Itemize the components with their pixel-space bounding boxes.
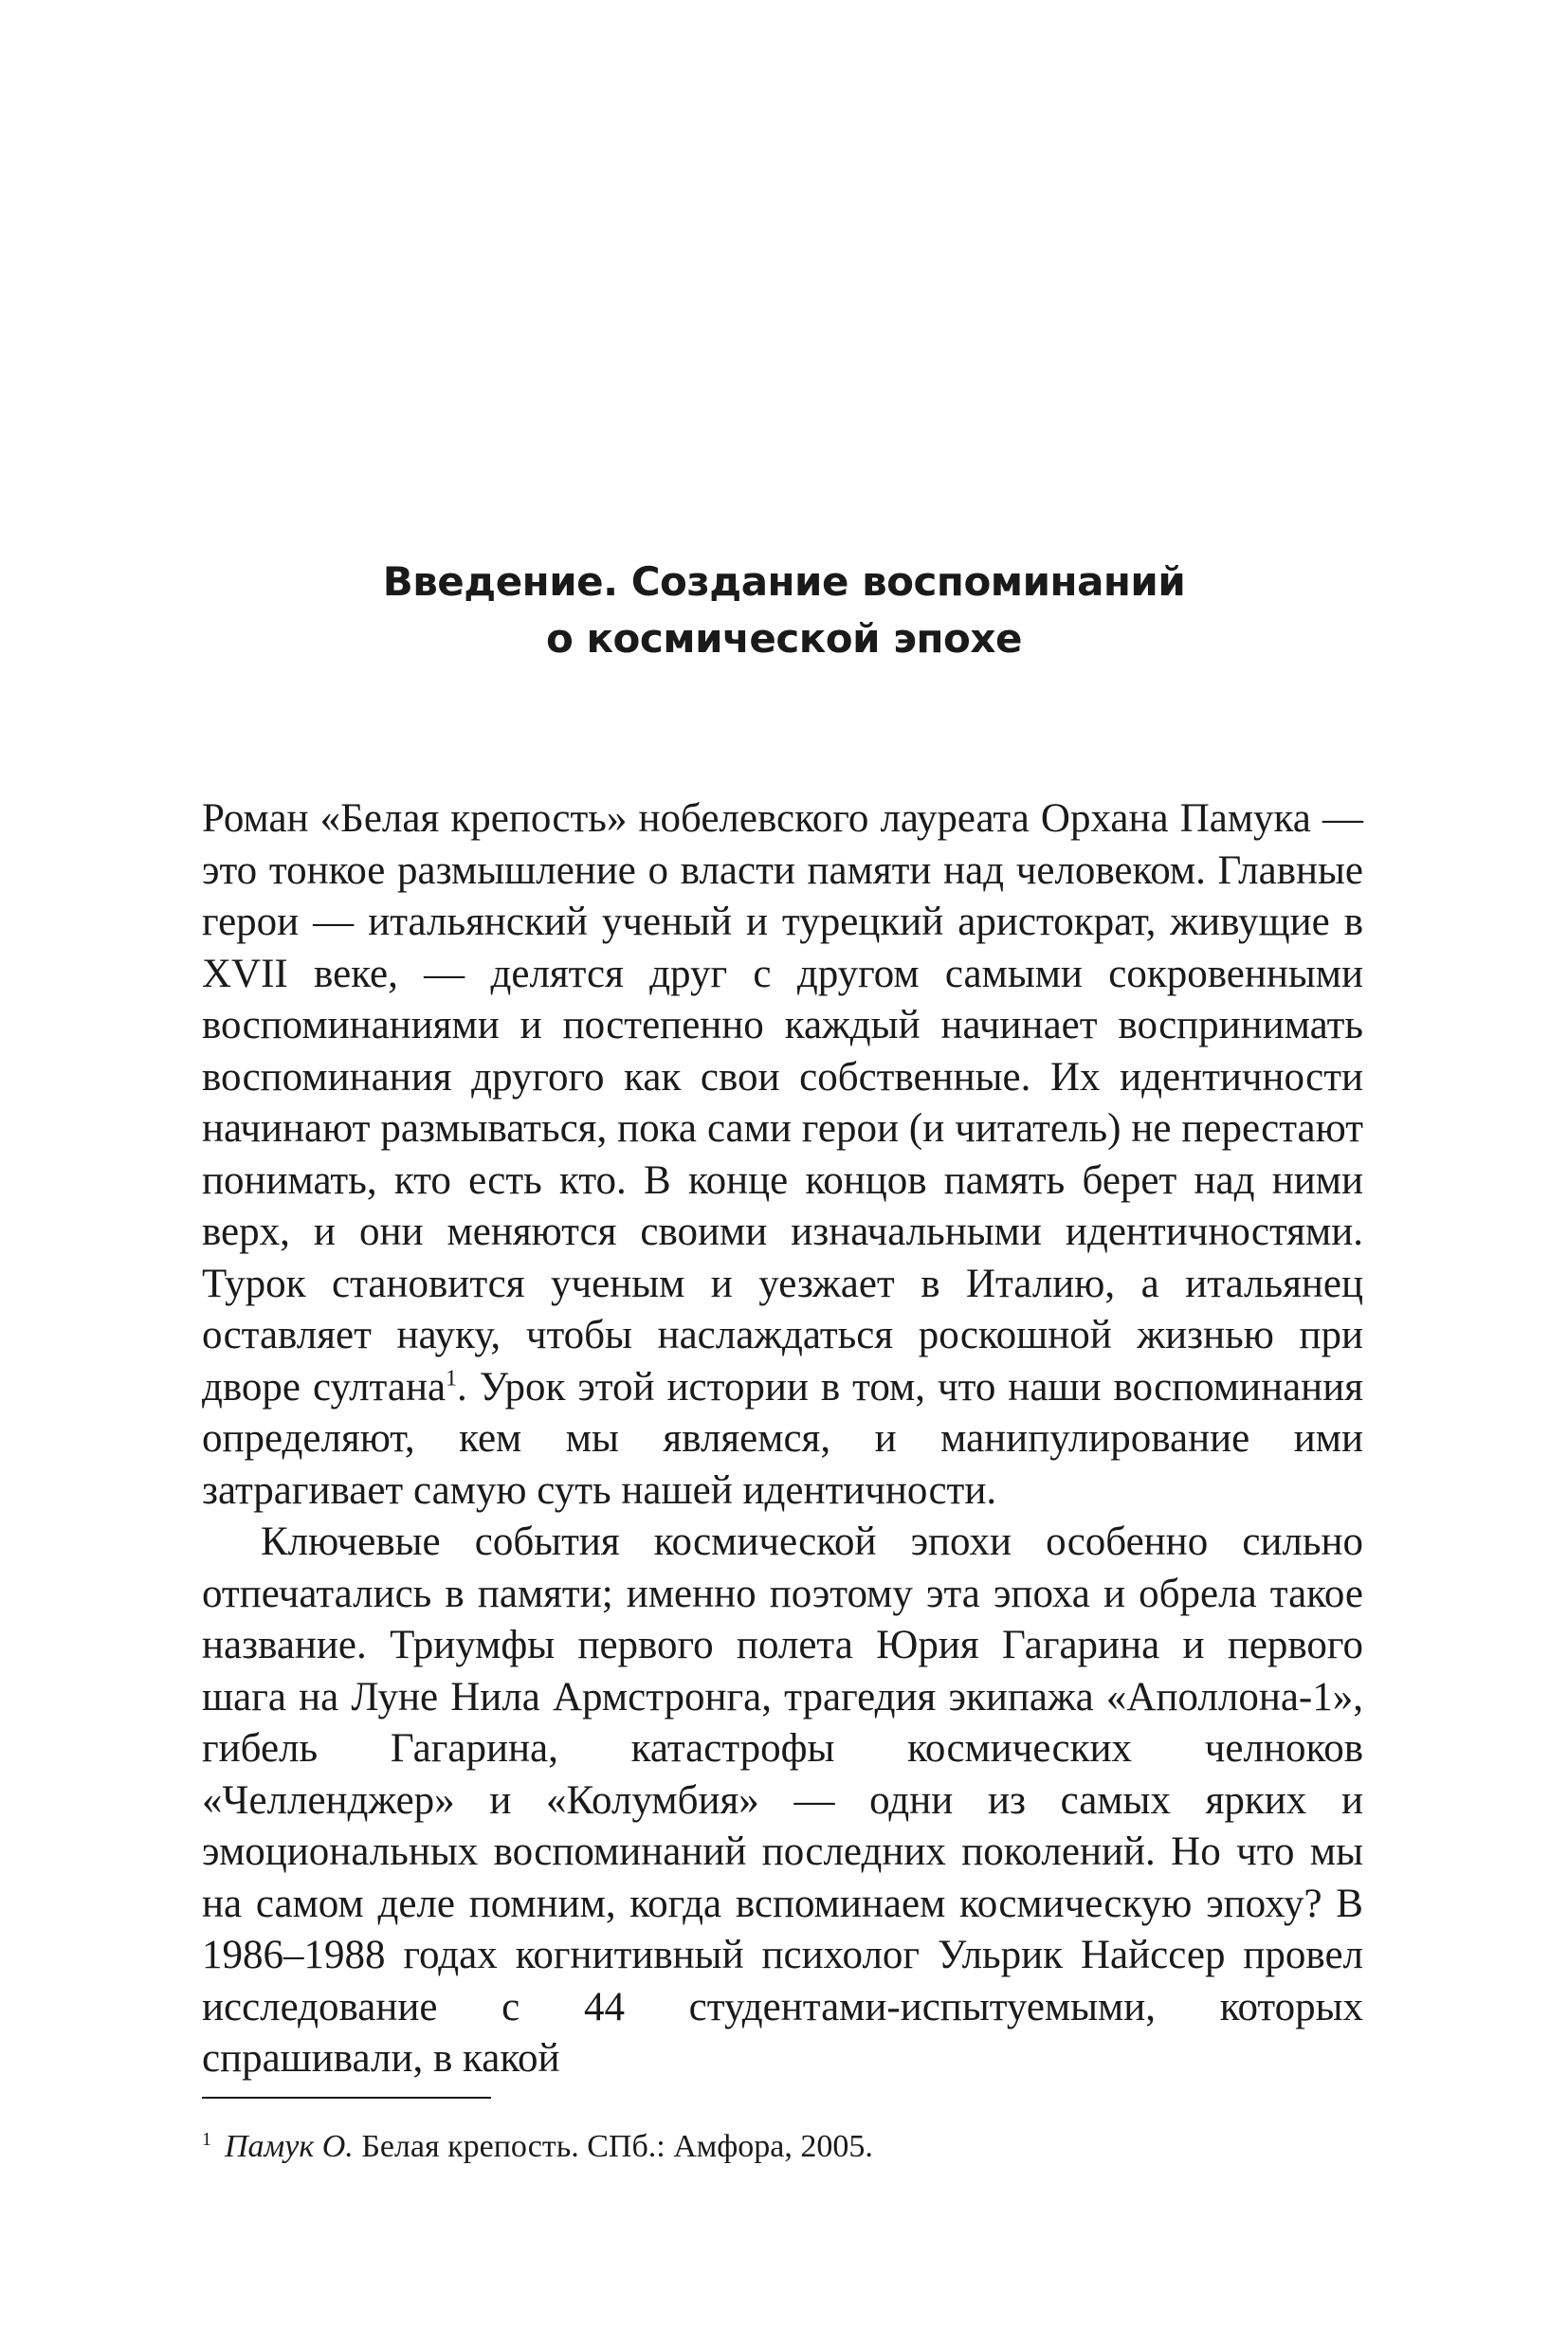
footnote-number: 1 (202, 2128, 211, 2150)
paragraph-1-text-cont: . Урок этой истории в том, что наши воспоминания определяют, кем мы являемся, и манипулирование ими затрагивает самую суть нашей идентичности. (202, 1364, 1363, 1513)
footnote (202, 2126, 1363, 2168)
footnote-author: Памук О. (225, 2129, 354, 2164)
chapter-title (0, 554, 1568, 667)
paragraph-1 (202, 793, 1363, 1517)
footnote-divider (202, 2097, 491, 2099)
paragraph-1-text: Роман «Белая крепость» нобелевского лауреата Орхана Памука — это тонкое размышление о власти памяти над человеком. Главные герои — итальянский ученый и турецкий аристократ, живущие в XVII веке, — делятся друг с другом самыми сокровенными воспоминаниями и постепенно каждый начинает воспринимать воспоминания другого как свои собственные. Их идентичности начинают размываться, пока сами герои (и читатель) не перестают понимать, кто есть кто. В конце концов память берет над ними верх, и они меняются своими изначальными идентичностями. Турок становится ученым и уезжает в Италию, а итальянец оставляет науку, чтобы наслаждаться роскошной жизнью при дворе султана (202, 796, 1363, 1410)
chapter-title-line-1: Введение. Создание воспоминаний (382, 558, 1186, 606)
chapter-title-line-2: о космической эпохе (546, 615, 1022, 663)
body-text (202, 793, 1363, 2085)
footnote-text: Белая крепость. СПб.: Амфора, 2005. (353, 2129, 873, 2164)
paragraph-2: Ключевые события космической эпохи особенно сильно отпечатались в памяти; именно поэтому эта эпоха и обрела такое название. Триумфы первого полета Юрия Гагарина и первого шага на Луне Нила Армстронга, трагедия экипажа «Аполлона-1», гибель Гагарина, катастрофы космических челноков «Челленджер» и «Колумбия» — одни из самых ярких и эмоциональных воспоминаний последних поколений. Но что мы на самом деле помним, когда вспоминаем космическую эпоху? В 1986–1988 годах когнитивный психолог Ульрик Найссер провел исследование с 44 студентами-испытуемыми, которых спрашивали, в какой (202, 1519, 1363, 2081)
footnote-reference[interactable]: 1 (446, 1366, 458, 1392)
